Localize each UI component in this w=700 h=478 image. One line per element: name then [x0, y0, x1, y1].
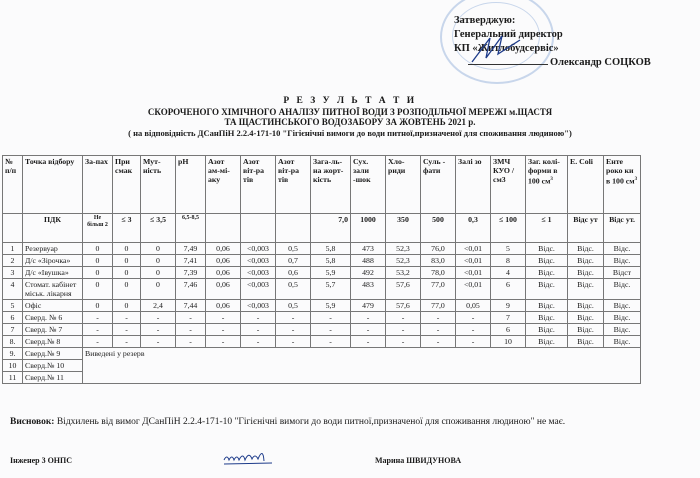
- reserve-note: Виведені у резерв: [83, 348, 641, 384]
- cell-value: 479: [351, 300, 386, 312]
- cell-value: Відст: [604, 267, 641, 279]
- empty-cell: [3, 214, 23, 243]
- approval-line-2: Генеральний директор: [454, 29, 563, 40]
- cell-value: 0: [113, 255, 141, 267]
- cell-value: 83,0: [421, 255, 456, 267]
- column-header: [23, 156, 83, 214]
- cell-value: 9: [491, 300, 526, 312]
- column-header-label: Азот віт-ра тів: [243, 157, 265, 184]
- cell-value: Відс.: [526, 336, 568, 348]
- cell-value: -: [113, 324, 141, 336]
- cell-value: Відс.: [604, 300, 641, 312]
- engineer-signature: [222, 448, 278, 466]
- column-header-label: рН: [178, 157, 189, 166]
- cell-value: -: [141, 324, 176, 336]
- cell-value: 57,6: [386, 300, 421, 312]
- pdk-value: 7,0: [311, 214, 351, 243]
- pdk-value: 0,3: [456, 214, 491, 243]
- cell-value: 7,49: [176, 243, 206, 255]
- cell-value: -: [276, 312, 311, 324]
- table-row: [3, 279, 641, 300]
- cell-value: -: [206, 324, 241, 336]
- cell-value: <0,003: [241, 255, 276, 267]
- column-header-label: За-пах: [85, 157, 108, 166]
- pdk-value: ≤ 100: [491, 214, 526, 243]
- column-header-label: Сух. зали -шок: [353, 157, 371, 184]
- column-header-label: Суль - фати: [423, 157, 446, 175]
- cell-value: Відс.: [604, 312, 641, 324]
- cell-value: 52,3: [386, 255, 421, 267]
- cell-value: Відс.: [604, 255, 641, 267]
- cell-value: 5,8: [311, 243, 351, 255]
- column-header-label: Точка відбору: [25, 157, 75, 166]
- column-header: [526, 156, 568, 214]
- cell-value: 10: [491, 336, 526, 348]
- document-title: [0, 96, 700, 138]
- engineer-name: Марина ШВИДУНОВА: [375, 456, 462, 465]
- cell-value: Відс.: [526, 300, 568, 312]
- cell-value: -: [386, 324, 421, 336]
- cell-value: 0: [113, 267, 141, 279]
- cell-value: Відс.: [568, 255, 604, 267]
- cell-value: 0: [83, 243, 113, 255]
- cell-value: -: [276, 324, 311, 336]
- cell-value: 0: [83, 255, 113, 267]
- cell-value: <0,01: [456, 279, 491, 300]
- cell-value: 0: [113, 243, 141, 255]
- cell-value: -: [176, 312, 206, 324]
- cell-value: Відс.: [526, 324, 568, 336]
- approval-line-3: КП «Житлобудсервіс»: [454, 43, 559, 54]
- column-header-label: Заг. колі-форми в 100 см: [528, 157, 560, 186]
- cell-value: 5,8: [311, 255, 351, 267]
- sampling-point: Сверд. № 7: [23, 324, 83, 336]
- pdk-value: 1000: [351, 214, 386, 243]
- cell-value: -: [83, 312, 113, 324]
- cell-value: 473: [351, 243, 386, 255]
- column-header-label: Енте роко ки в 100 см: [606, 157, 635, 186]
- column-header: [491, 156, 526, 214]
- title-line-3: ТА ЩАСТИНСЬКОГО ВОДОЗАБОРУ ЗА ЖОВТЕНЬ 2021 р.: [224, 117, 476, 127]
- cell-value: 7,39: [176, 267, 206, 279]
- cell-value: <0,003: [241, 300, 276, 312]
- cell-value: 8: [491, 255, 526, 267]
- cell-value: <0,003: [241, 243, 276, 255]
- cell-value: -: [241, 336, 276, 348]
- column-header: [456, 156, 491, 214]
- cell-value: 0,05: [456, 300, 491, 312]
- cell-value: -: [83, 324, 113, 336]
- cell-value: 0: [83, 279, 113, 300]
- cell-value: 0: [141, 255, 176, 267]
- cell-value: <0,01: [456, 267, 491, 279]
- cell-value: 7,41: [176, 255, 206, 267]
- cell-value: 0,06: [206, 267, 241, 279]
- title-line-2: СКОРОЧЕНОГО ХІМІЧНОГО АНАЛІЗУ ПИТНОЇ ВОДИ З РОЗПОДІЛЬЧОЇ МЕРЕЖІ м.ЩАСТЯ: [147, 106, 553, 117]
- cell-value: 0,06: [206, 255, 241, 267]
- sampling-point: Сверд.№ 9: [23, 348, 83, 360]
- row-number: 6: [3, 312, 23, 324]
- column-header: [421, 156, 456, 214]
- results-table: [2, 155, 641, 384]
- pdk-value: [276, 214, 311, 243]
- conclusion-label: Висновок:: [10, 417, 55, 427]
- pdk-value: Відс ут: [568, 214, 604, 243]
- cell-value: 0: [141, 279, 176, 300]
- table-row: [3, 312, 641, 324]
- cell-value: -: [456, 312, 491, 324]
- cell-value: 57,6: [386, 279, 421, 300]
- cell-value: 5,9: [311, 267, 351, 279]
- cell-value: 0,6: [276, 267, 311, 279]
- row-number: 9.: [3, 348, 23, 360]
- cell-value: -: [276, 336, 311, 348]
- pdk-value: ≤ 3: [113, 214, 141, 243]
- cell-value: 7,46: [176, 279, 206, 300]
- row-number: 8.: [3, 336, 23, 348]
- row-number: 3: [3, 267, 23, 279]
- title-line-4: ( на відповідність ДСанПіН 2.2.4-171-10 "Гігієнічні вимоги до води питної,призначеної для споживання людиною"): [128, 127, 572, 138]
- row-number: 4: [3, 279, 23, 300]
- cell-value: 0: [141, 267, 176, 279]
- cell-value: 0: [83, 267, 113, 279]
- cell-value: Відс.: [568, 324, 604, 336]
- sampling-point: Сверд.№ 8: [23, 336, 83, 348]
- sampling-point: Стомат. кабінет міськ. лікарня: [23, 279, 83, 300]
- pdk-label: ПДК: [23, 214, 83, 243]
- cell-value: Відс.: [568, 267, 604, 279]
- header-row: [3, 156, 641, 214]
- cell-value: -: [351, 336, 386, 348]
- pdk-value: [206, 214, 241, 243]
- cell-value: 76,0: [421, 243, 456, 255]
- cell-value: -: [421, 324, 456, 336]
- cell-value: -: [141, 312, 176, 324]
- cell-value: Відс.: [568, 312, 604, 324]
- cell-value: Відс.: [526, 255, 568, 267]
- cell-value: -: [241, 324, 276, 336]
- column-header-label: Мут-ність: [143, 157, 162, 175]
- cell-value: <0,003: [241, 279, 276, 300]
- cell-value: 7,44: [176, 300, 206, 312]
- conclusion-text: Відхилень від вимог ДСанПіН 2.2.4-171-10 "Гігієнічні вимоги до води питної,призначеної для споживання людиною" не має.: [54, 417, 566, 427]
- cell-value: Відс.: [526, 243, 568, 255]
- cell-value: 6: [491, 324, 526, 336]
- cell-value: -: [311, 324, 351, 336]
- pdk-value: Не більш 2: [83, 214, 113, 243]
- table-row: [3, 336, 641, 348]
- column-header-label: Хло-риди: [388, 157, 406, 175]
- cell-value: -: [351, 312, 386, 324]
- column-header: [241, 156, 276, 214]
- cell-value: 0,06: [206, 300, 241, 312]
- cell-value: 4: [491, 267, 526, 279]
- cell-value: 52,3: [386, 243, 421, 255]
- pdk-value: ≤ 1: [526, 214, 568, 243]
- cell-value: Відс.: [526, 279, 568, 300]
- cell-value: -: [113, 336, 141, 348]
- cell-value: Відс.: [568, 243, 604, 255]
- column-header-label: Азот ам-мі-аку: [208, 157, 230, 184]
- column-header: [83, 156, 113, 214]
- column-header: [351, 156, 386, 214]
- cell-value: -: [311, 336, 351, 348]
- column-header: [386, 156, 421, 214]
- cell-value: -: [456, 324, 491, 336]
- pdk-value: 500: [421, 214, 456, 243]
- cell-value: -: [456, 336, 491, 348]
- column-header: [276, 156, 311, 214]
- engineer-position: Інженер 3 ОНПС: [10, 456, 73, 465]
- superscript: 3: [550, 177, 553, 182]
- column-header-label: № п/п: [5, 157, 17, 175]
- approval-line-4: Олександр СОЦКОВ: [550, 57, 651, 68]
- cell-value: 0: [113, 279, 141, 300]
- cell-value: <0,003: [241, 267, 276, 279]
- cell-value: Відс.: [526, 267, 568, 279]
- cell-value: Відс.: [604, 336, 641, 348]
- cell-value: 5: [491, 243, 526, 255]
- cell-value: Відс.: [568, 300, 604, 312]
- sampling-point: Сверд.№ 11: [23, 372, 83, 384]
- column-header-label: Залі зо: [458, 157, 482, 166]
- pdk-value: Відс ут.: [604, 214, 641, 243]
- cell-value: -: [421, 312, 456, 324]
- cell-value: Відс.: [604, 324, 641, 336]
- superscript: 3: [634, 177, 638, 182]
- row-number: 7: [3, 324, 23, 336]
- table-row: [3, 324, 641, 336]
- table-row-reserve: [3, 348, 641, 360]
- column-header-label: E. Coli: [570, 157, 593, 166]
- cell-value: 0: [141, 243, 176, 255]
- sampling-point: Сверд.№ 10: [23, 360, 83, 372]
- column-header-label: Зага-ль-на жорт-кість: [313, 157, 344, 184]
- cell-value: -: [176, 336, 206, 348]
- column-header-label: При смак: [115, 157, 133, 175]
- cell-value: 5,9: [311, 300, 351, 312]
- cell-value: -: [113, 312, 141, 324]
- cell-value: 488: [351, 255, 386, 267]
- table-row: [3, 243, 641, 255]
- cell-value: 0,06: [206, 279, 241, 300]
- sampling-point: Офіс: [23, 300, 83, 312]
- cell-value: 7: [491, 312, 526, 324]
- column-header: [604, 156, 641, 214]
- cell-value: 0: [113, 300, 141, 312]
- cell-value: -: [311, 312, 351, 324]
- cell-value: -: [386, 336, 421, 348]
- table-row: [3, 255, 641, 267]
- cell-value: -: [206, 312, 241, 324]
- row-number: 1: [3, 243, 23, 255]
- row-number: 5: [3, 300, 23, 312]
- cell-value: 2,4: [141, 300, 176, 312]
- table-row: [3, 300, 641, 312]
- column-header: [568, 156, 604, 214]
- sampling-point: Д/с «Зірочка»: [23, 255, 83, 267]
- cell-value: 77,0: [421, 279, 456, 300]
- conclusion: [10, 417, 565, 427]
- pdk-value: [241, 214, 276, 243]
- cell-value: 77,0: [421, 300, 456, 312]
- cell-value: 0: [83, 300, 113, 312]
- row-number: 2: [3, 255, 23, 267]
- cell-value: 6: [491, 279, 526, 300]
- cell-value: -: [176, 324, 206, 336]
- table-row: [3, 267, 641, 279]
- cell-value: 0,7: [276, 255, 311, 267]
- cell-value: -: [421, 336, 456, 348]
- cell-value: 0,06: [206, 243, 241, 255]
- pdk-value: 350: [386, 214, 421, 243]
- pdk-row: [3, 214, 641, 243]
- cell-value: <0,01: [456, 255, 491, 267]
- cell-value: Відс.: [526, 312, 568, 324]
- column-header: [113, 156, 141, 214]
- cell-value: Відс.: [568, 336, 604, 348]
- cell-value: -: [351, 324, 386, 336]
- cell-value: -: [241, 312, 276, 324]
- cell-value: Відс.: [604, 243, 641, 255]
- pdk-value: 6,5-8,5: [176, 214, 206, 243]
- column-header-label: Азот віт-ра тів: [278, 157, 300, 184]
- cell-value: Відс.: [568, 279, 604, 300]
- column-header: [206, 156, 241, 214]
- cell-value: 492: [351, 267, 386, 279]
- cell-value: -: [83, 336, 113, 348]
- cell-value: 0,5: [276, 243, 311, 255]
- row-number: 10: [3, 360, 23, 372]
- cell-value: -: [206, 336, 241, 348]
- sampling-point: Сверд. № 6: [23, 312, 83, 324]
- cell-value: -: [386, 312, 421, 324]
- title-results: Р Е З У Л Ь Т А Т И: [283, 96, 417, 106]
- column-header: [176, 156, 206, 214]
- row-number: 11: [3, 372, 23, 384]
- column-header: [311, 156, 351, 214]
- cell-value: 5,7: [311, 279, 351, 300]
- sampling-point: Резервуар: [23, 243, 83, 255]
- cell-value: 483: [351, 279, 386, 300]
- cell-value: -: [141, 336, 176, 348]
- approval-line-1: Затверджую:: [454, 15, 516, 26]
- cell-value: 53,2: [386, 267, 421, 279]
- sampling-point: Д/с «Івушка»: [23, 267, 83, 279]
- cell-value: <0,01: [456, 243, 491, 255]
- pdk-value: ≤ 3,5: [141, 214, 176, 243]
- cell-value: 0,5: [276, 300, 311, 312]
- cell-value: 78,0: [421, 267, 456, 279]
- column-header: [141, 156, 176, 214]
- director-signature: [468, 30, 528, 66]
- column-header: [3, 156, 23, 214]
- cell-value: 0,5: [276, 279, 311, 300]
- cell-value: Відс.: [604, 279, 641, 300]
- column-header-label: ЗМЧ КУО / см3: [493, 157, 515, 184]
